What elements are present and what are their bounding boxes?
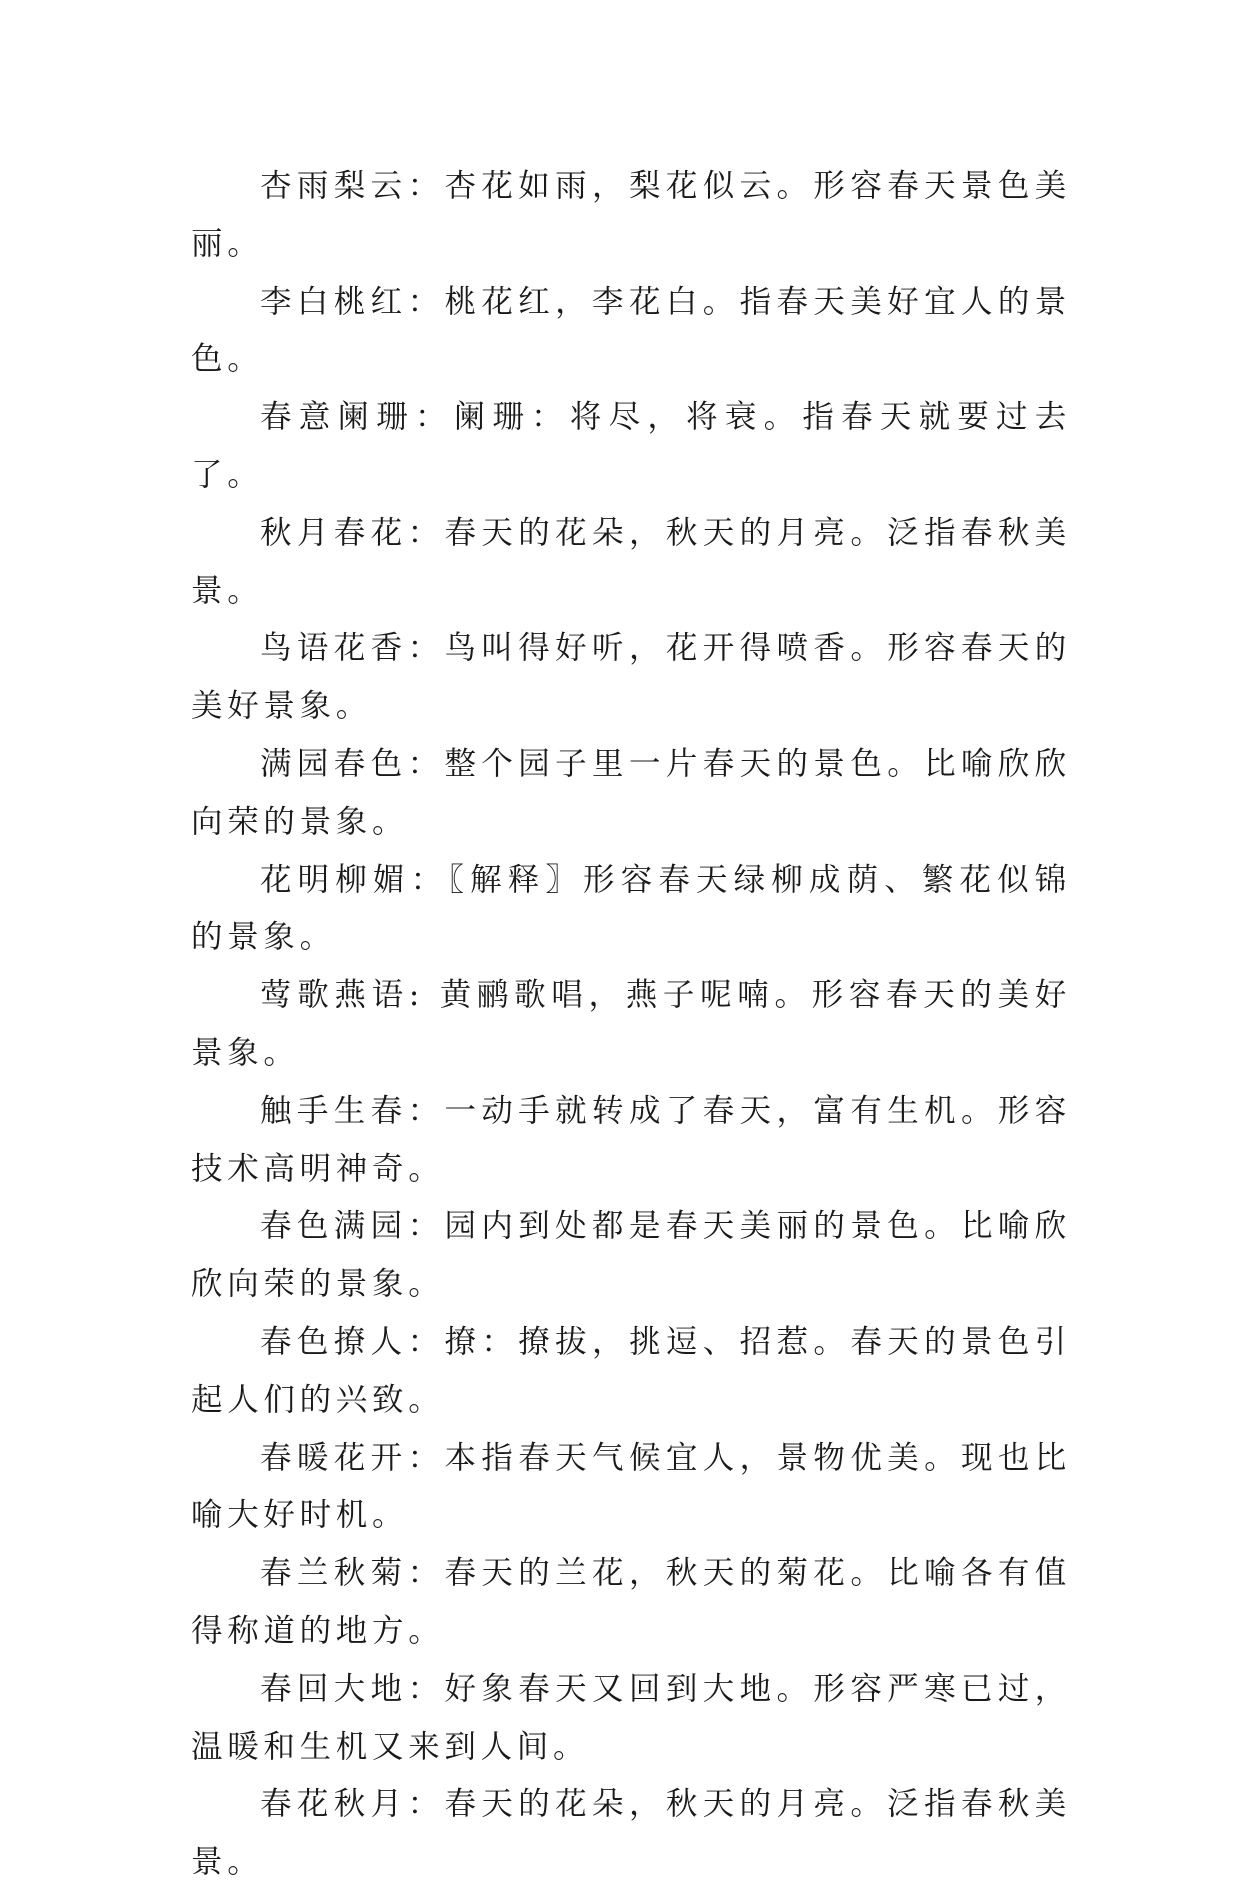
idiom-entry: 春色满园：园内到处都是春天美丽的景色。比喻欣欣向荣的景象。 [191, 1208, 1071, 1303]
idiom-entry: 触手生春：一动手就转成了春天，富有生机。形容技术高明神奇。 [191, 1092, 1071, 1187]
idiom-entry: 春花秋月：春天的花朵，秋天的月亮。泛指春秋美景。 [191, 1786, 1071, 1881]
idiom-entry: 莺歌燕语: 黄鹂歌唱，燕子呢喃。形容春天的美好景象。 [191, 977, 1071, 1071]
idiom-entry: 鸟语花香：鸟叫得好听，花开得喷香。形容春天的美好景象。 [191, 630, 1071, 725]
idiom-entry: 春兰秋菊：春天的兰花，秋天的菊花。比喻各有值得称道的地方。 [191, 1555, 1071, 1649]
idiom-entry: 李白桃红：桃花红，李花白。指春天美好宜人的景色。 [191, 283, 1071, 378]
idiom-entry: 春暖花开：本指春天气候宜人，景物优美。现也比喻大好时机。 [191, 1439, 1071, 1534]
idiom-entry: 花明柳媚：〖解释〗形容春天绿柳成荫、繁花似锦的景象。 [191, 861, 1071, 956]
idiom-entry: 秋月春花：春天的花朵，秋天的月亮。泛指春秋美景。 [191, 514, 1071, 609]
idiom-entry: 春色撩人：撩：撩拔，挑逗、招惹。春天的景色引起人们的兴致。 [191, 1323, 1071, 1418]
idiom-entry: 春回大地：好象春天又回到大地。形容严寒已过，温暖和生机又来到人间。 [191, 1670, 1071, 1765]
idiom-entry: 杏雨梨云：杏花如雨，梨花似云。形容春天景色美丽。 [191, 168, 1071, 262]
document-body [191, 158, 1071, 1892]
idiom-entry: 春意阑珊：阑珊：将尽，将衰。指春天就要过去了。 [191, 399, 1071, 493]
idiom-entry: 满园春色：整个园子里一片春天的景色。比喻欣欣向荣的景象。 [191, 745, 1071, 840]
